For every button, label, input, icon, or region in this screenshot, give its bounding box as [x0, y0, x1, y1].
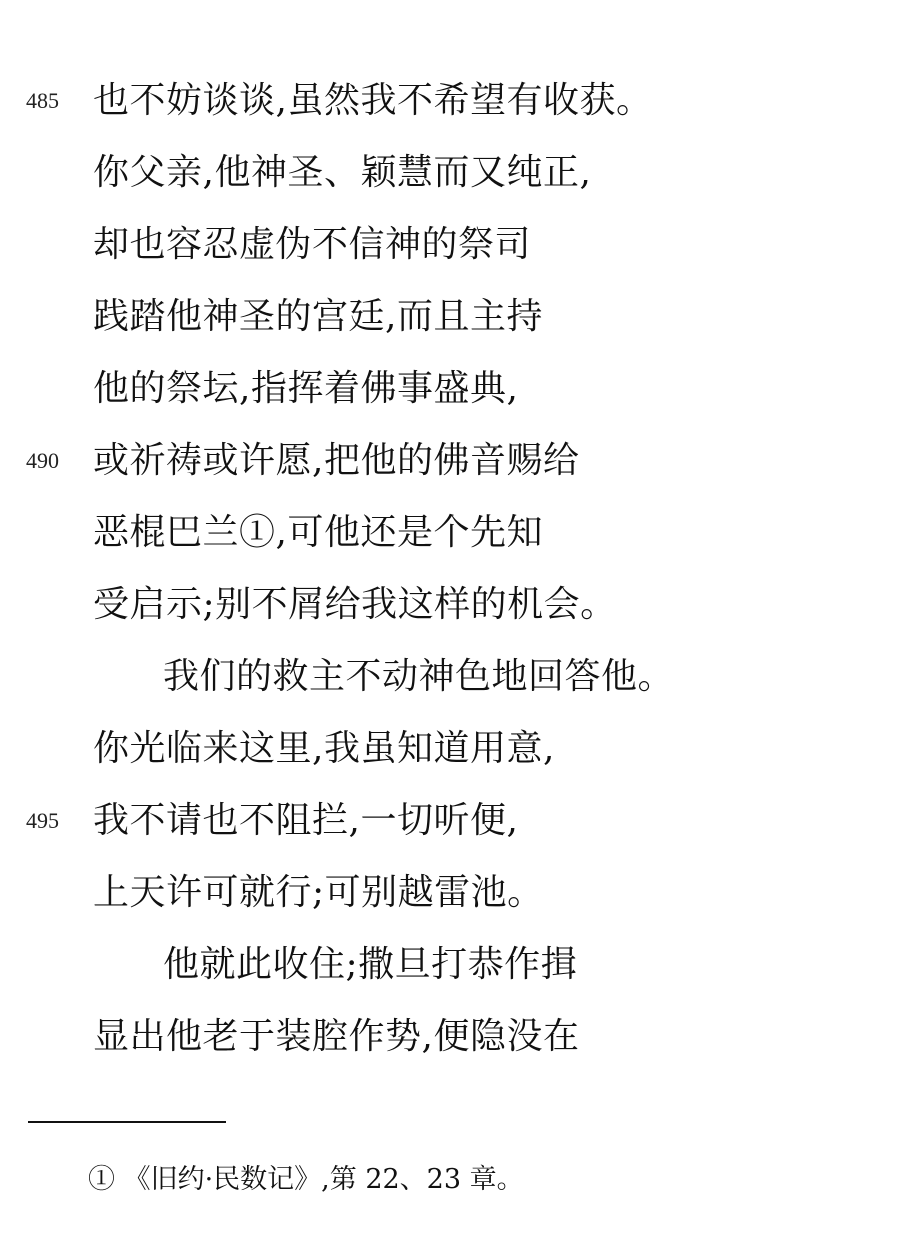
line-text: 上天许可就行;可别越雷池。 — [93, 872, 544, 913]
line-number: 495 — [26, 808, 59, 833]
line-number: 490 — [26, 448, 59, 473]
line-text: 践踏他神圣的宫廷,而且主持 — [93, 296, 543, 337]
poem-line — [0, 137, 900, 209]
line-number: 485 — [26, 88, 59, 113]
poem-line — [0, 713, 900, 785]
line-text: 也不妨谈谈,虽然我不希望有收获。 — [93, 80, 653, 121]
poem-line — [0, 1001, 900, 1073]
line-text: 你光临来这里,我虽知道用意, — [93, 728, 555, 769]
line-text: 恶棍巴兰①,可他还是个先知 — [93, 512, 543, 553]
line-text: 他的祭坛,指挥着佛事盛典, — [93, 368, 519, 409]
poem-line — [0, 353, 900, 425]
footnote: ① 《旧约·民数记》,第 22、23 章。 — [88, 1164, 524, 1195]
line-text: 却也容忍虚伪不信神的祭司 — [93, 224, 532, 265]
poem-line — [0, 641, 900, 713]
footnote-divider — [28, 1121, 226, 1123]
poem-line — [0, 929, 900, 1001]
poem-body — [0, 65, 900, 1073]
line-text: 显出他老于装腔作势,便隐没在 — [93, 1016, 580, 1057]
poem-line — [0, 209, 900, 281]
line-text: 或祈祷或许愿,把他的佛音赐给 — [93, 440, 580, 481]
poem-line — [0, 497, 900, 569]
line-text: 我们的救主不动神色地回答他。 — [163, 656, 675, 697]
poem-line — [0, 65, 900, 137]
line-text: 我不请也不阻拦,一切听便, — [93, 800, 519, 841]
poem-line — [0, 857, 900, 929]
poem-line — [0, 785, 900, 857]
poem-line — [0, 281, 900, 353]
line-text: 你父亲,他神圣、颖慧而又纯正, — [93, 152, 592, 193]
line-text: 他就此收住;撒旦打恭作揖 — [163, 944, 578, 985]
poem-line — [0, 569, 900, 641]
line-text: 受启示;别不屑给我这样的机会。 — [93, 584, 617, 625]
poem-line — [0, 425, 900, 497]
